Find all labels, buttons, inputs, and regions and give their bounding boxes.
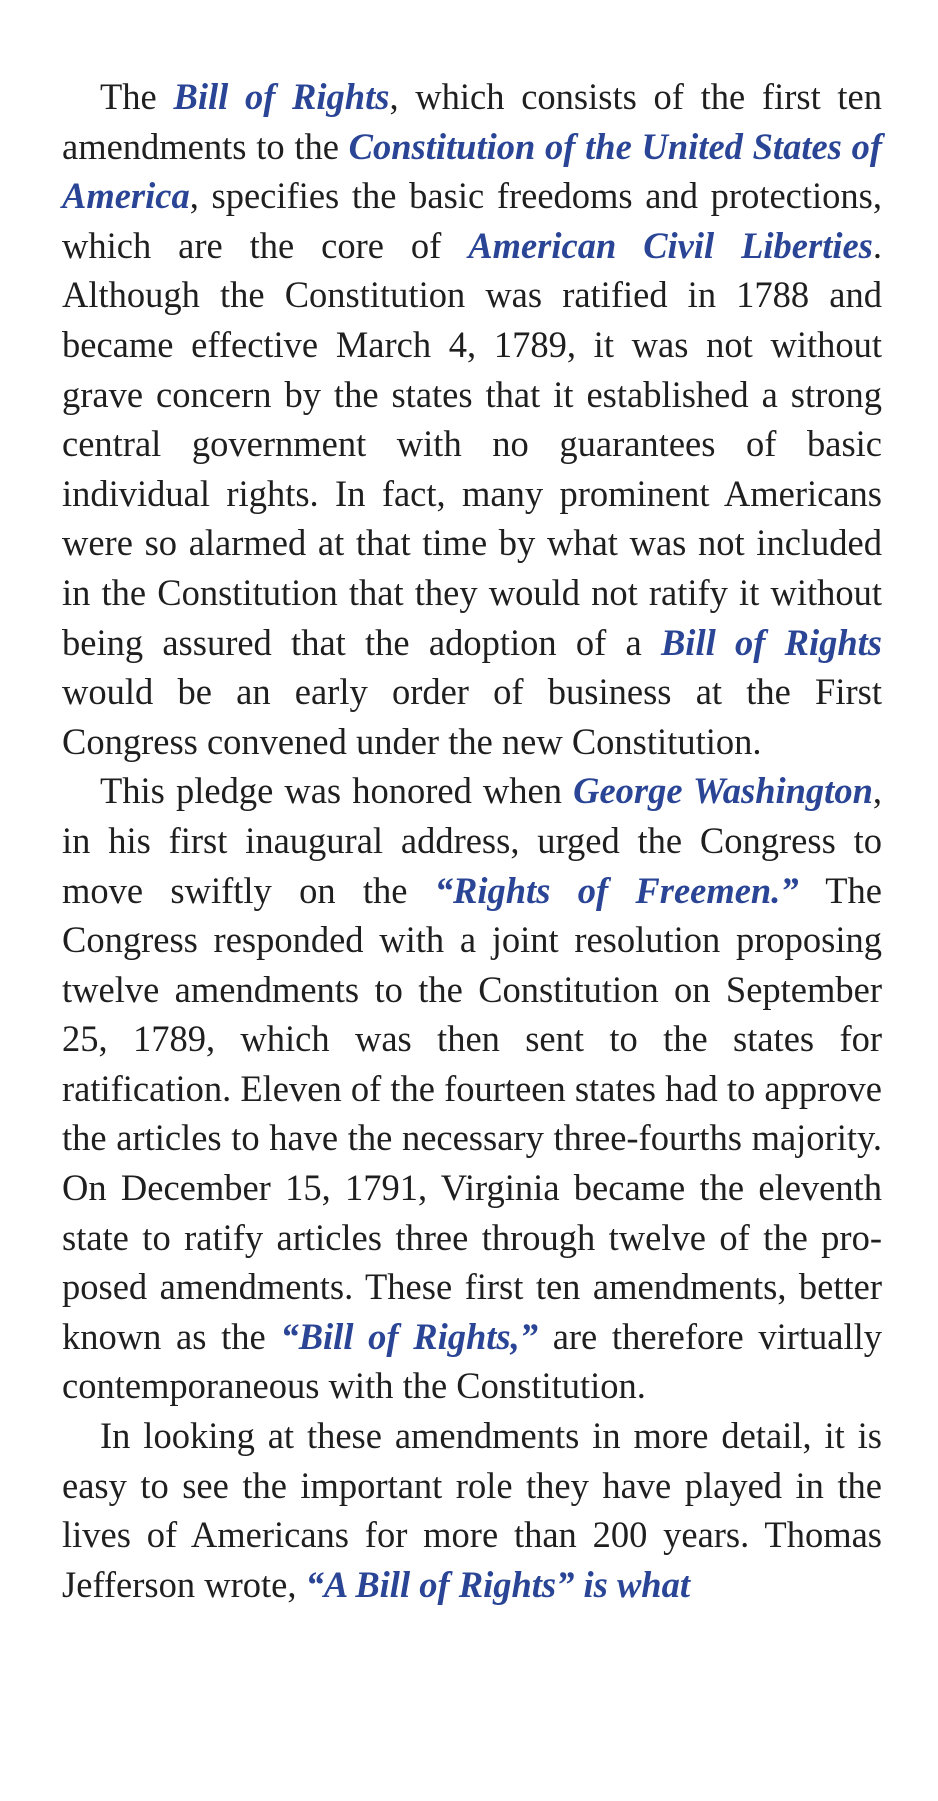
text-segment: are therefore virtually contemporaneous with the Constitution.: [62, 1315, 882, 1407]
highlighted-term: “Bill of Rights,”: [280, 1315, 538, 1357]
text-segment: This pledge was honored when: [100, 770, 574, 812]
highlighted-term: “Rights of Freemen.”: [434, 869, 799, 911]
text-segment: . Although the Constitution was ratified in 1788 and became effective March 4, 1789, it was not without grave concern by the states that it established a strong central government with no guarantees of basic individual rights. In fact, many prominent Americans were so alarmed at that time by what was not included in the Constitution that they would not ratify it without being assured that the adoption of a: [62, 224, 883, 663]
paragraph-2: [62, 766, 882, 1411]
highlighted-term: Bill of Rights: [173, 76, 390, 117]
highlighted-term: Constitution of the United States of America: [62, 125, 882, 217]
text-segment: In looking at these amendments in more detail, it is easy to see the important role they have played in the lives of Americans for more than 200 years. Thomas Jefferson wrote,: [62, 1415, 882, 1605]
paragraph-3: [62, 1411, 882, 1609]
text-segment: would be an early order of business at the First Congress convened under the new Constitution.: [62, 671, 882, 762]
highlighted-term: Bill of Rights: [660, 621, 882, 663]
text-segment: The: [100, 76, 174, 117]
highlighted-term: George Washington: [573, 770, 873, 812]
highlighted-term: American Civil Liberties: [468, 224, 873, 266]
text-segment: , which consists of the first ten amendments to the: [62, 76, 883, 167]
text-segment: , specifies the basic freedoms and protections, which are the core of: [62, 175, 882, 266]
document-page: [62, 72, 882, 1609]
highlighted-term: “A Bill of Rights” is what: [305, 1563, 690, 1605]
text-segment: , in his first inaugural address, urged the Congress to move swiftly on the: [62, 770, 882, 911]
paragraph-1: [62, 72, 882, 766]
text-segment: The Congress responded with a joint resolution proposing twelve amendments to the Constitution on September 25, 1789, which was then sent to the states for ratification. Eleven of the fourteen states had to approve the articles to have the necessary three-fourths majority. On December 15, 1791, Virginia became the eleventh state to ratify articles three through twelve of the proposed amendments. These first ten amendments, better known as the: [62, 869, 882, 1357]
